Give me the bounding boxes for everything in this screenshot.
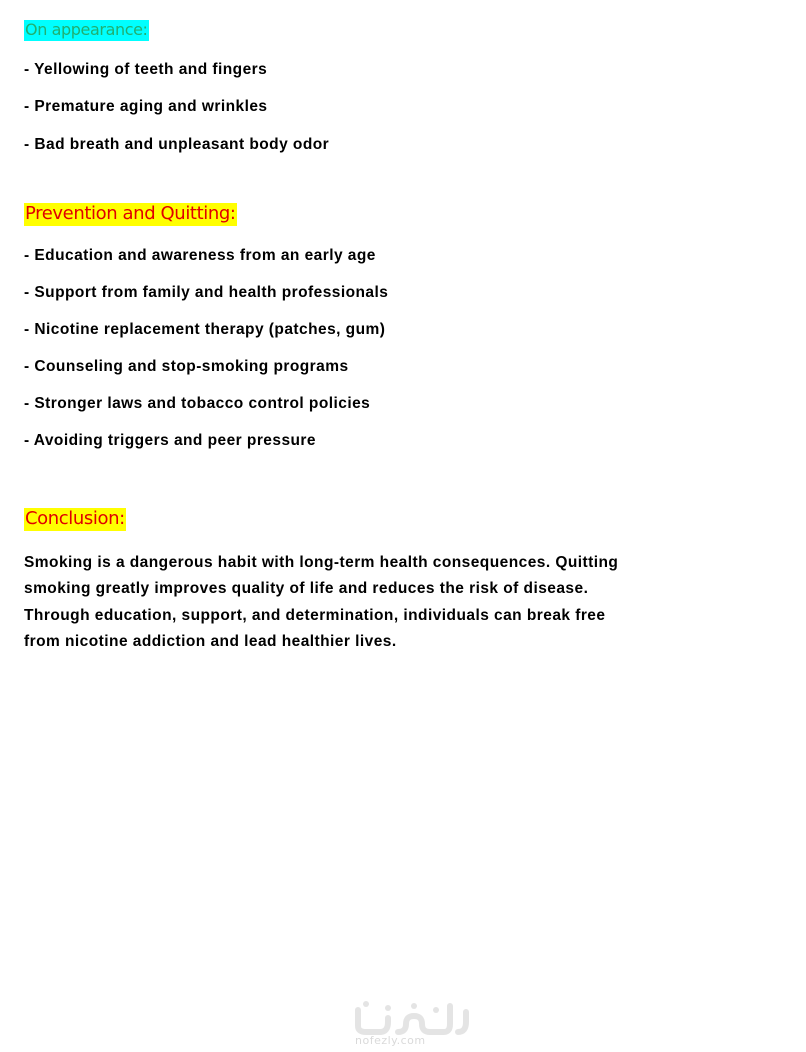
conclusion-line: Through education, support, and determination, individuals can break free [24, 606, 606, 624]
watermark-logo-icon [340, 996, 470, 1036]
conclusion-paragraph [24, 550, 724, 655]
watermark-domain: nofezly.com [355, 1034, 426, 1047]
conclusion-line: smoking greatly improves quality of life and reduces the risk of disease. [24, 580, 589, 598]
watermark [340, 996, 470, 1052]
appearance-item: - Bad breath and unpleasant body odor [24, 136, 330, 153]
prevention-item: - Education and awareness from an early age [24, 247, 376, 264]
prevention-item: - Counseling and stop-smoking programs [24, 358, 349, 375]
prevention-item: - Nicotine replacement therapy (patches, gum) [24, 321, 386, 338]
prevention-heading: Prevention and Quitting: [25, 203, 236, 224]
appearance-heading: On appearance: [25, 20, 148, 39]
appearance-item: - Yellowing of teeth and fingers [24, 61, 268, 78]
conclusion-line: Smoking is a dangerous habit with long-term health consequences. Quitting [24, 554, 619, 571]
conclusion-heading: Conclusion: [25, 508, 125, 529]
conclusion-line: from nicotine addiction and lead healthier lives. [24, 632, 397, 650]
prevention-item: - Support from family and health professionals [24, 284, 389, 301]
appearance-item: - Premature aging and wrinkles [24, 98, 268, 115]
prevention-item: - Avoiding triggers and peer pressure [24, 432, 316, 449]
prevention-item: - Stronger laws and tobacco control policies [24, 395, 371, 412]
